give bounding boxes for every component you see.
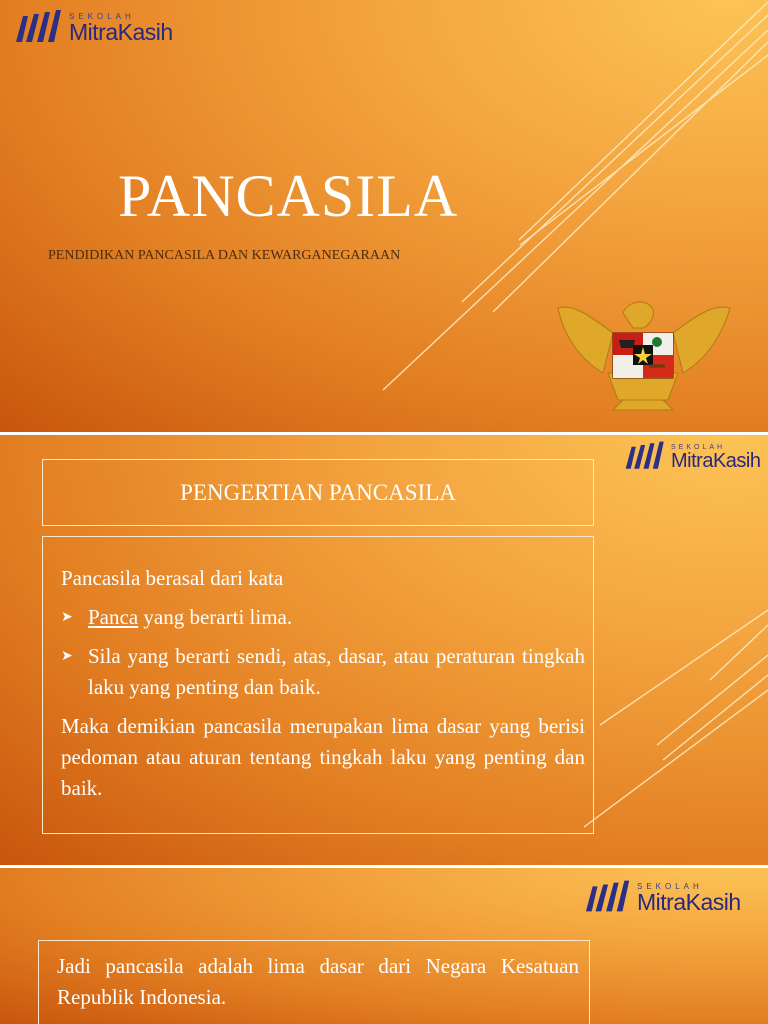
school-logo (584, 880, 741, 914)
highlighted-word: Panca (88, 605, 139, 629)
intro-text: Pancasila berasal dari kata (61, 566, 284, 590)
logo-top-text: SEKOLAH (671, 444, 726, 451)
section-heading: PENGERTIAN PANCASILA (180, 479, 456, 505)
title-slide (0, 0, 768, 432)
logo-main-text: MitraKasih (671, 450, 761, 472)
garuda-emblem-icon (553, 288, 733, 413)
arrow-bullet-icon: ➤ (61, 610, 73, 625)
mitrakasih-logo-icon (584, 880, 634, 914)
definition-slide (0, 435, 768, 865)
summary-box (38, 940, 590, 1024)
list-item (61, 602, 585, 633)
summary-text: Jadi pancasila adalah lima dasar dari Negara Kesatuan Republik Indonesia. (57, 954, 579, 1009)
slide-title: PANCASILA (118, 163, 459, 229)
summary-slide (0, 868, 768, 1024)
school-logo (14, 10, 173, 44)
list-item (61, 641, 585, 703)
bullet-text: yang berarti lima. (138, 605, 293, 629)
logo-top-text: SEKOLAH (637, 882, 703, 891)
mitrakasih-logo-icon (14, 10, 66, 44)
school-logo (624, 441, 760, 471)
section-heading-box (42, 459, 594, 526)
logo-top-text: SEKOLAH (69, 12, 135, 21)
definition-content-box (42, 536, 594, 834)
logo-main-text: MitraKasih (69, 19, 173, 45)
logo-main-text: MitraKasih (637, 889, 741, 915)
arrow-bullet-icon: ➤ (61, 649, 73, 664)
slide-subtitle: PENDIDIKAN PANCASILA DAN KEWARGANEGARAAN (48, 248, 401, 263)
conclusion-text: Maka demikian pancasila merupakan lima dasar yang berisi pedoman atau aturan tentang tingkah laku yang penting dan baik. (61, 714, 585, 800)
bullet-text: Sila yang berarti sendi, atas, dasar, atau peraturan tingkah laku yang penting dan baik. (88, 644, 585, 699)
mitrakasih-logo-icon (624, 441, 668, 471)
